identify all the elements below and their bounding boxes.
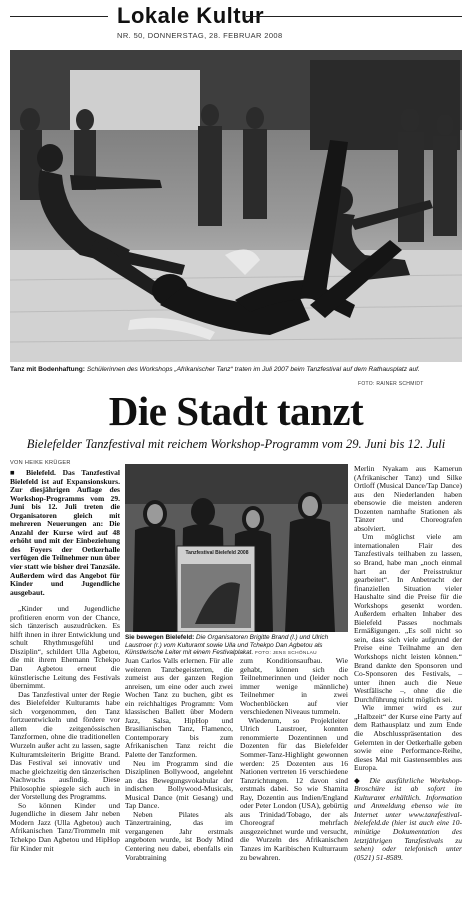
info-text: Die ausführliche Workshop-Broschüre ist ab sofort im Kulturamt erhältlich. Information und Anmeldung ebenso wie im Internet unter www.tanzfestival-bielefeld.de (hier ist auch eine 10-minütige Dokumentation des letztjährigen Tanzfestivals zu sehen) oder telefonisch unter (0521) 51-8589. <box>354 775 462 862</box>
info-box <box>354 777 462 862</box>
main-photo <box>10 50 462 362</box>
masthead-rule-left <box>10 16 108 17</box>
byline: VON HEIKE KRÜGER <box>10 460 71 466</box>
article-paragraph: zum Konditionsaufbau. Wie gehabt, können sich die Teilnehmerinnen und (leider noch immer wenige männliche) Teilnehmer in zwei Wochenblöcken auf vier verschiedenen Niveaus tummeln. <box>240 656 348 717</box>
article-paragraph: Um möglichst viele am internationalen Flair des Tanzfestivals teilhaben zu lassen, so Brand, habe man „noch einmal hart an der Preisstruktur gearbeitet“. In Anbetracht der finanziellen Situation vieler Haushalte sind die Preise für die Workshops gesenkt worden. Außerdem erhalten Inhaber des Bielefeld Passes nochmals Ermäßigungen. „Es soll nicht so sein, dass sich viele aufgrund der Preise eine Teilnahme an den Workshops nicht leisten können.“ Brand dankte den Sponsoren und Co-Sponsoren des Festivals, – unter ihnen auch die Neue Westfälische –, ohne die die Durchführung nicht möglich sei. <box>354 532 462 704</box>
masthead-rule-right <box>246 16 462 17</box>
main-caption-text: Schülerinnen des Workshops „Afrikanischer Tanz“ traten im Juli 2007 beim Tanzfestival auf dem Rathausplatz auf. <box>86 366 420 373</box>
diamond-icon: ◆ <box>354 775 370 785</box>
article-paragraph: Merlin Nyakam aus Kamerun (Afrikanischer Tanz) und Silke Ortloff (Musical Dance/Tap Dance) aus den Niederlanden haben ebensowie die meisten anderen Dozenten namhafte Stationen als Tänzer und Choreografen absolviert. <box>354 464 462 533</box>
headline: Die Stadt tanzt <box>108 388 364 434</box>
article-column-1 <box>10 469 120 853</box>
article-paragraph: Juan Carlos Valls erlernen. Für alle weiteren Tanzbegeisterten, die zumeist aus der ganzen Region anreisen, um eine oder auch zwei Wochen Tanz zu buchen, gibt es ein reichhaltiges Programm: Vom klassischen Ballett über Modern Jazz, Salsa, HipHop und Brasilianischen Tanz, Flamenco, Contemporary bis zum Afrikanischen Tanz reicht die Palette der Tanzformen. <box>125 656 233 760</box>
poster-title: Tanzfestival Bielefeld 2008 <box>185 550 249 556</box>
article-column-2 <box>125 657 233 862</box>
main-photo-caption <box>10 366 462 374</box>
main-caption-lead: Tanz mit Bodenhaftung: <box>10 366 85 373</box>
small-caption-lead: Sie bewegen Bielefeld: <box>125 634 195 641</box>
lead-paragraph: ■ Bielefeld. Das Tanzfestival Bielefeld ist auf Expansionskurs. Zur diesjährigen Auflage des Workshop-Programms vom 29. Juni bis 12. Juli treten die Organisatoren gleich mit mehreren Neuerungen an: Die Anzahl der Kurse wird auf 48 erhöht und mit der Einbeziehung des Foyers der Oetkerhalle verfügen die Teilnehmer nun über vier statt wie bisher drei Tanzsäle. Außerdem wird das Angebot für Kinder und Jugendliche ausgebaut. <box>10 468 120 597</box>
article-column-4 <box>354 465 462 862</box>
section-title: Lokale Kultur <box>117 3 265 28</box>
organizers-caption <box>125 634 348 658</box>
article-paragraph: Wie immer wird es zur „Halbzeit“ der Kurse eine Party auf dem Rathausplatz und zum Ende die Abschlusspräsentation des Gelernten in der Oetkerhalle geben sowie eine Performance-Reihe, dieses Mal mit Gastensembles aus Europa. <box>354 703 462 773</box>
main-photo-credit: FOTO: RAINER SCHMIDT <box>358 381 424 387</box>
article-paragraph: So können Kinder und Jugendliche in diesem Jahr neben Modern Jazz (Ulla Agbetou) auch Afrikanischen Tanz/Trommeln mit Tchekpo Dan Agbetou und HipHop für Kinder mit <box>10 800 120 853</box>
article-column-3 <box>240 657 348 862</box>
article-paragraph: „Kinder und Jugendliche profitieren enorm von der Chance, sich tänzerisch auszudrücken. Es hilft ihnen in ihrer Entwicklung und schult Rhythmusgefühl und Disziplin“, schildert Ulla Agbetou, die mit ihrem Ehemann Tchekpo Dan Agbetou erneut die künstlerische Leitung des Festivals übernimmt. <box>10 604 120 691</box>
article-paragraph: Neu im Programm sind die Disziplinen Bollywood, angelehnt an das Bewegungsvokabular der indischen Bollywood-Musicals, Musical Dance (mit Gesang) und Tap Dance. <box>125 758 233 811</box>
organizers-photo <box>125 464 348 632</box>
issue-line: NR. 50, DONNERSTAG, 28. FEBRUAR 2008 <box>117 31 283 40</box>
subheadline: Bielefelder Tanzfestival mit reichem Workshop-Programm vom 29. Juni bis 12. Juli <box>26 437 446 451</box>
masthead <box>0 0 472 50</box>
article-paragraph: Wiederum, so Projektleiter Ulrich Laustroer, konnten renommierte Dozentinnen und Dozenten für das Bielefelder Sommer-Tanz-Highlight gewonnen werden: 25 Dozenten aus 16 Nationen vertreten 16 verschiedene Tanzrichtungen. 12 davon sind erstmals dabei. So wie Shamita Ray, Dozentin aus Indien/England oder Peter London (USA), gebürtig aus Trinidad/Tobago, der als Choreograf mehrfach ausgezeichnet wurde und versucht, die Wurzeln des Afrikanischen Tanzes im Karibischen Kulturraum zu bewahren. <box>240 715 348 862</box>
small-caption-text: Die Organisatoren Brigitte Brand (l.) und Ulrich Laustroer (r.) vom Kulturamt sowie Ulla und Tchekpo Dan Agbetou als Künstlerische Leiter mit einem Festivalplakat. <box>125 634 329 657</box>
article-paragraph: Neben Pilates als Tänzertraining, das im vergangenen Jahr erstmals angeboten wurde, ist Body Mind Centering neu dabei, ebenfalls ein Vorabtraining <box>125 809 233 862</box>
article-paragraph: Das Tanzfestival unter der Regie des Bielefelder Kulturamts habe sich vorgenommen, den Tanz fortzuentwickeln und fördere vor allem die zeitgenössischen Tanzformen, ohne die traditionellen Wurzeln außer acht zu lassen, sagte Kulturamtsleiterin Brigitte Brand. Das Festival sei innovativ und mache gleichzeitig den tänzerischen Nachwuchs ausfindig. Diese Philosophie spiegele sich auch in der Vorstellung des Programms. <box>10 689 120 802</box>
small-photo-credit: FOTO: JENS SCHÖNLAU <box>255 651 317 657</box>
